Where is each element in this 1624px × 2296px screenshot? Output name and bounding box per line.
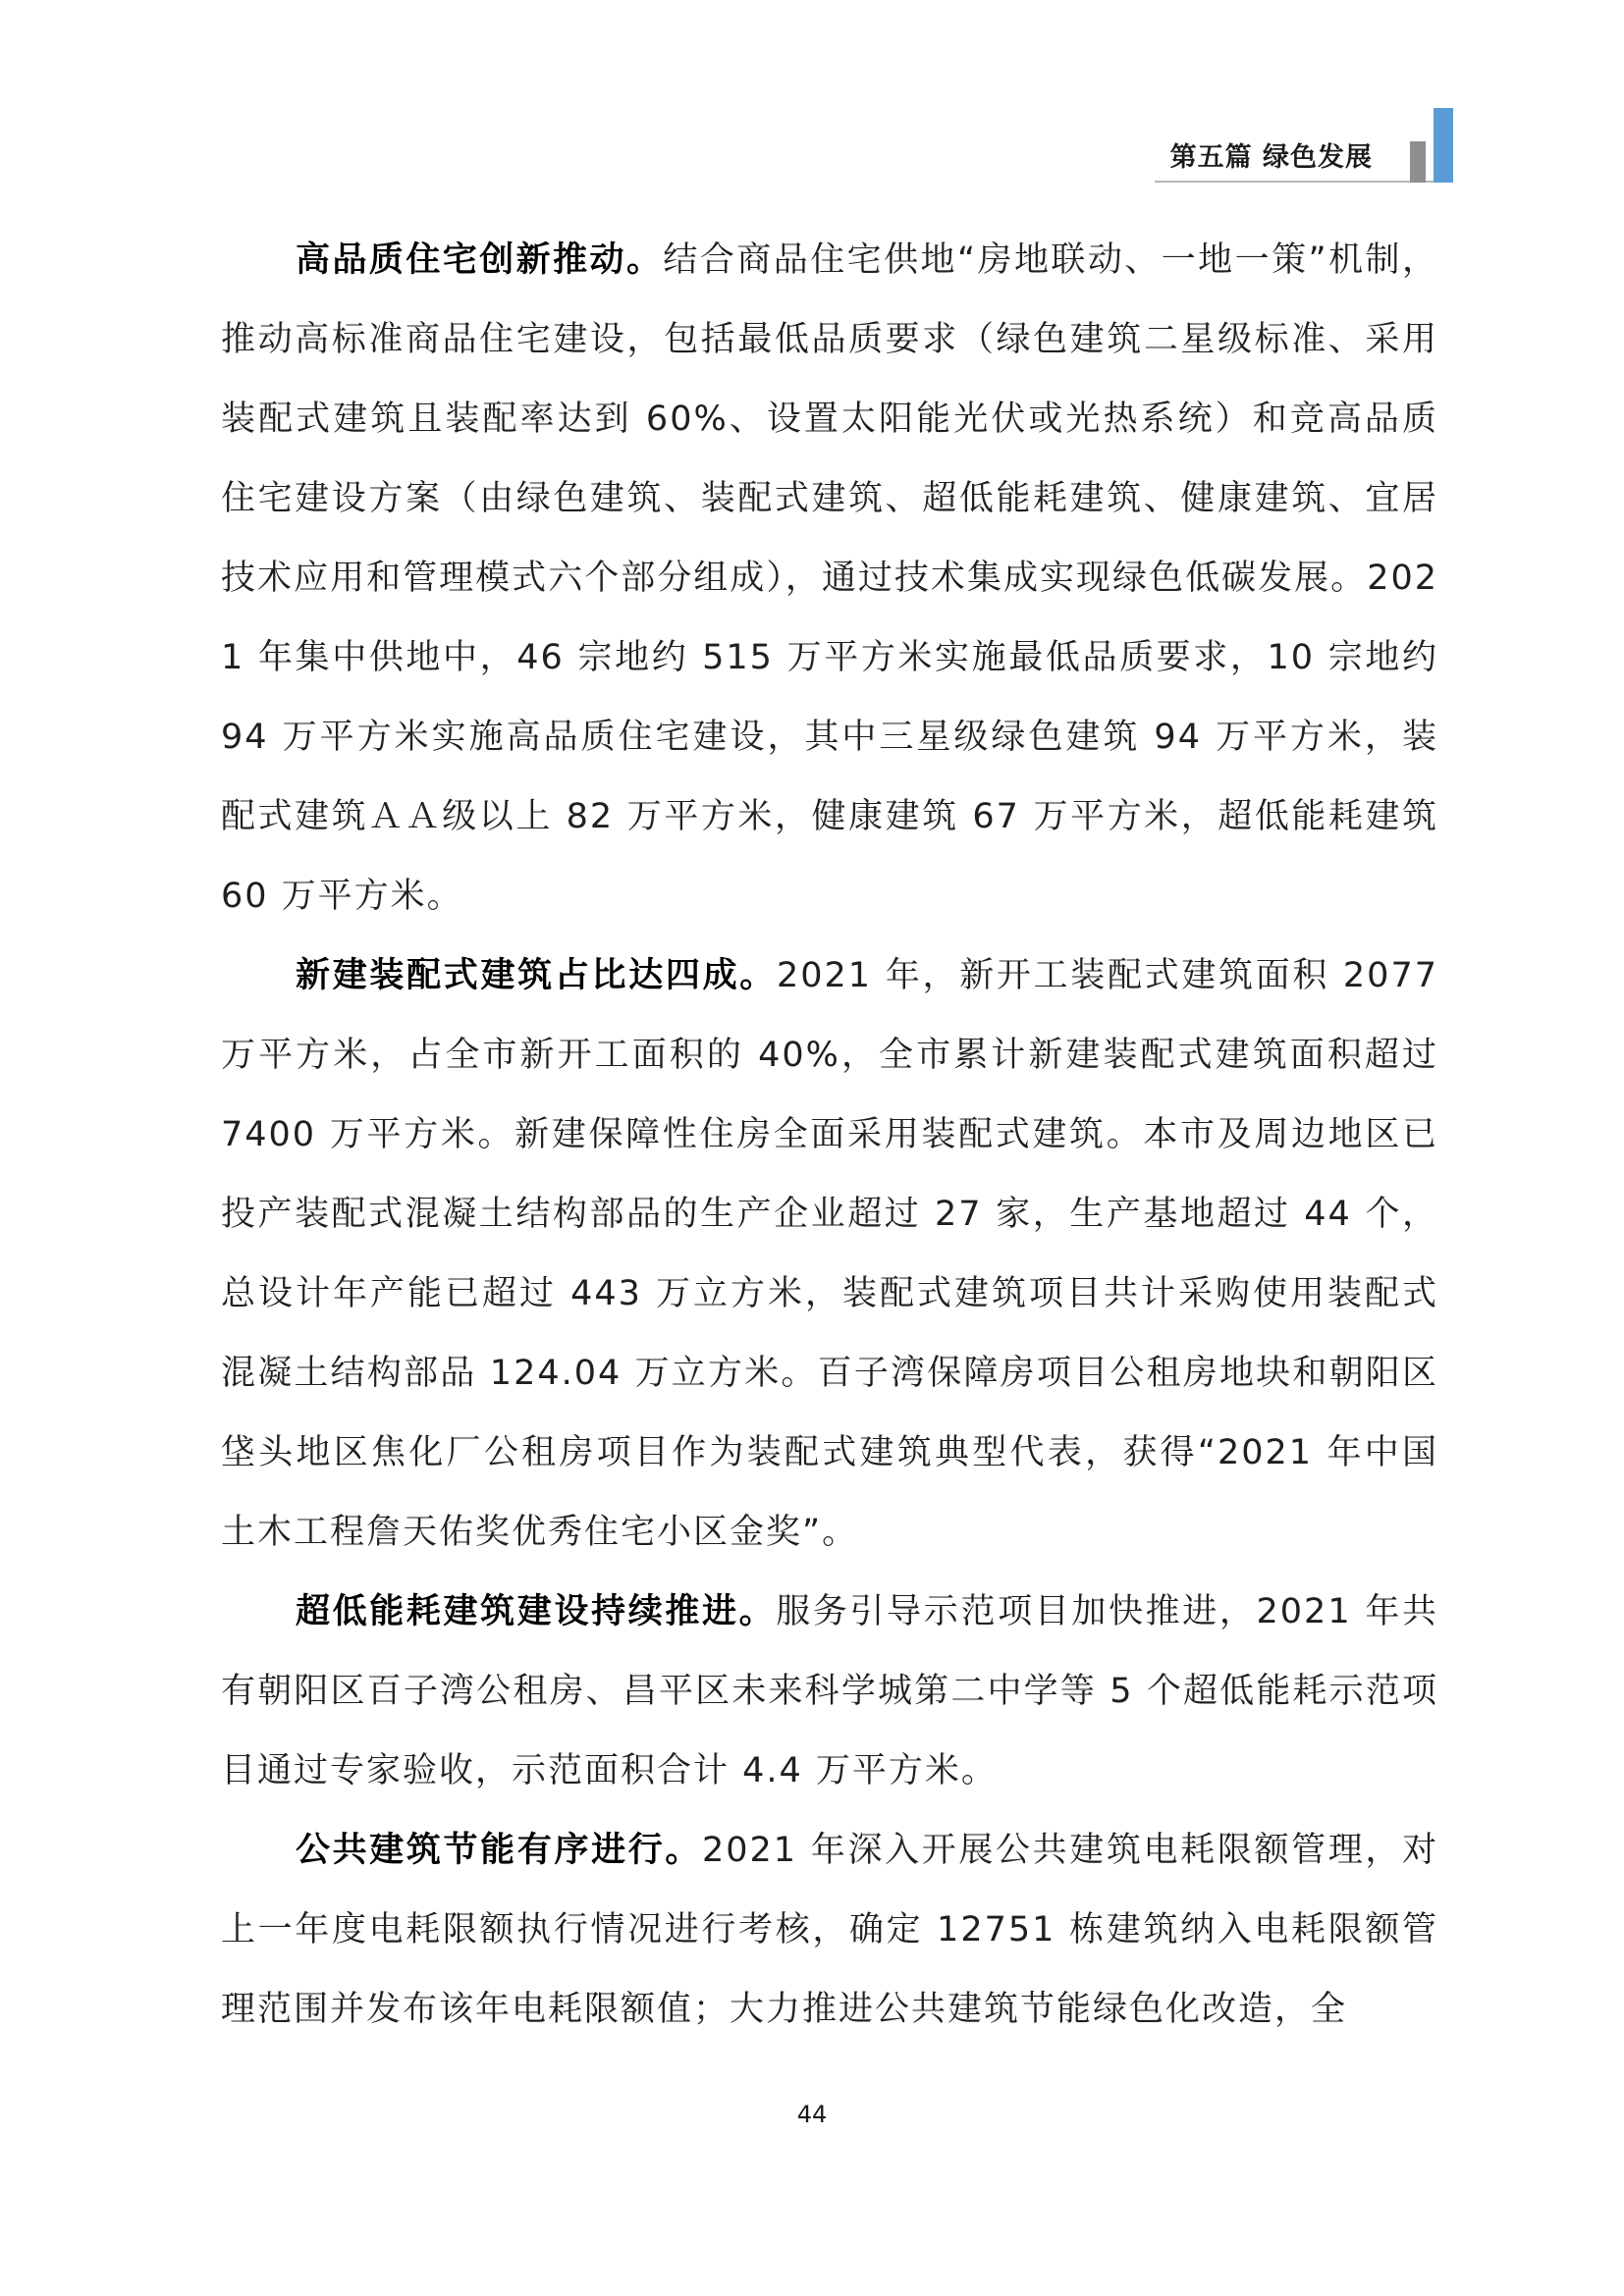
paragraph-high-quality-housing <box>221 221 1438 936</box>
paragraph-text: 2021 年，新开工装配式建筑面积 2077 万平方米，占全市新开工面积的 40%，全市累计新建装配式建筑面积超过 7400 万平方米。新建保障性住房全面采用装配式建筑。本市及周边地区已投产装配式混凝土结构部品的生产企业超过 27 家，生产基地超过 44 个，总设计年产能已超过 443 万立方米，装配式建筑项目共计采购使用装配式混凝土结构部品 124.04 万立方米。百子湾保障房项目公租房地块和朝阳区垡头地区焦化厂公租房项目作为装配式建筑典型代表，获得“2021 年中国土木工程詹天佑奖优秀住宅小区金奖”。 <box>221 956 1438 1552</box>
page-header <box>982 108 1453 187</box>
document-body <box>221 221 1438 2050</box>
paragraph-text: 服务引导示范项目加快推进，2021 年共有朝阳区百子湾公租房、昌平区未来科学城第二中学等 5 个超低能耗示范项目通过专家验收，示范面积合计 4.4 万平方米。 <box>221 1592 1438 1790</box>
page-number: 44 <box>796 2101 828 2128</box>
section-title: 第五篇 绿色发展 <box>1169 142 1373 173</box>
header-accent-bar-blue <box>1434 108 1453 183</box>
paragraph-prefabricated-buildings <box>221 936 1438 1573</box>
paragraph-heading: 高品质住宅创新推动。 <box>296 240 664 280</box>
header-divider <box>1155 181 1439 183</box>
paragraph-heading: 新建装配式建筑占比达四成。 <box>296 956 777 995</box>
paragraph-text: 2021 年深入开展公共建筑电耗限额管理，对上一年度电耗限额执行情况进行考核，确定 12751 栋建筑纳入电耗限额管理范围并发布该年电耗限额值；大力推进公共建筑节能绿色化改造，全 <box>221 1831 1438 2029</box>
paragraph-text: 结合商品住宅供地“房地联动、一地一策”机制，推动高标准商品住宅建设，包括最低品质要求（绿色建筑二星级标准、采用装配式建筑且装配率达到 60%、设置太阳能光伏或光热系统）和竞高品质住宅建设方案（由绿色建筑、装配式建筑、超低能耗建筑、健康建筑、宜居技术应用和管理模式六个部分组成），通过技术集成实现绿色低碳发展。2021 年集中供地中，46 宗地约 515 万平方米实施最低品质要求，10 宗地约 94 万平方米实施高品质住宅建设，其中三星级绿色建筑 94 万平方米，装配式建筑ＡＡ级以上 82 万平方米，健康建筑 67 万平方米，超低能耗建筑 60 万平方米。 <box>221 240 1438 916</box>
paragraph-ultra-low-energy <box>221 1573 1438 1811</box>
header-accent-bar-gray <box>1410 141 1426 183</box>
paragraph-heading: 公共建筑节能有序进行。 <box>296 1831 702 1870</box>
paragraph-public-building-energy <box>221 1811 1438 2050</box>
paragraph-heading: 超低能耗建筑建设持续推进。 <box>296 1592 777 1631</box>
